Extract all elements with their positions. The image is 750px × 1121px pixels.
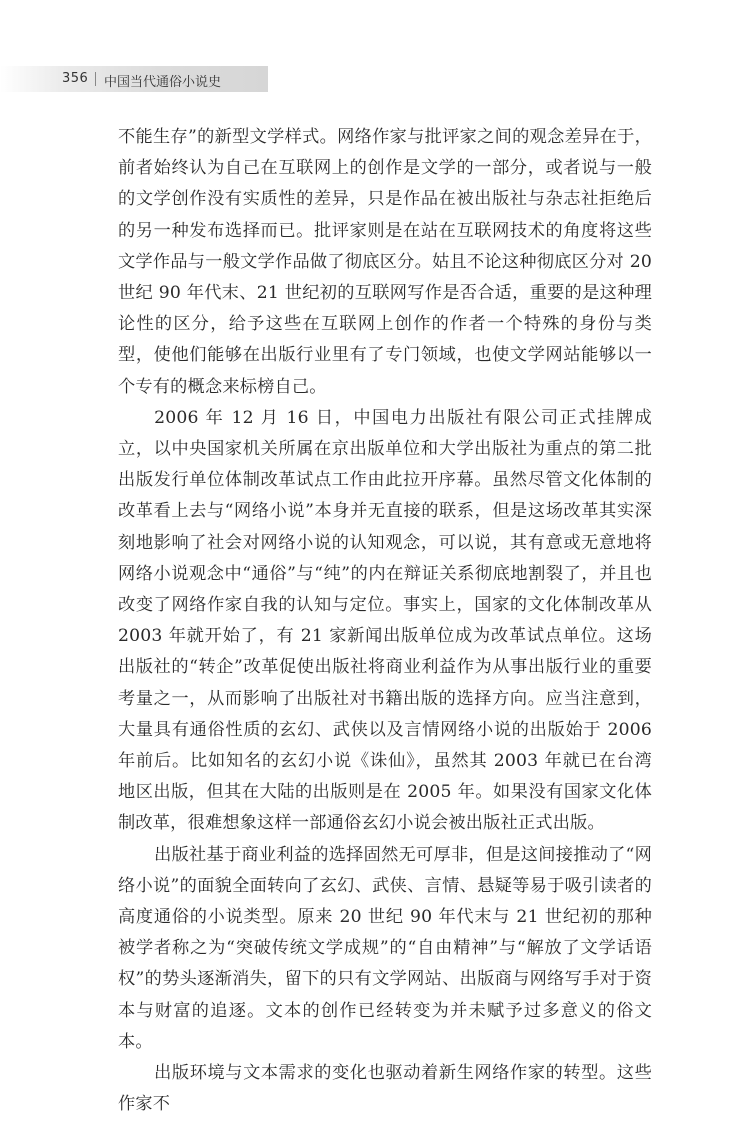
page-number: 356 — [62, 71, 89, 86]
paragraph-3: 出版社基于商业利益的选择固然无可厚非，但是这间接推动了“网络小说”的面貌全面转向了玄幻、武侠、言情、悬疑等易于吸引读者的高度通俗的小说类型。原来 20 世纪 90 年代末与 21 世纪初的那种被学者称之为“突破传统文学成规”的“自由精神”与“解放了文学话语权”的势头逐渐消失，留下的只有文学网站、出版商与网络写手对于资本与财富的追逐。文本的创作已经转变为并未赋予过多意义的俗文本。 — [118, 844, 652, 1052]
running-header-title: 中国当代通俗小说史 — [104, 75, 222, 90]
paragraph-1: 不能生存”的新型文学样式。网络作家与批评家之间的观念差异在于，前者始终认为自己在互联网上的创作是文学的一部分，或者说与一般的文学创作没有实质性的差异，只是作品在被出版社与杂志社拒绝后的另一种发布选择而已。批评家则是在站在互联网技术的角度将这些文学作品与一般文学作品做了彻底区分。姑且不论这种彻底区分对 20 世纪 90 年代末、21 世纪初的互联网写作是否合适，重要的是这种理论性的区分，给予这些在互联网上创作的作者一个特殊的身份与类型，使他们能够在出版行业里有了专门领域，也使文学网站能够以一个专有的概念来标榜自己。 — [118, 127, 652, 397]
paragraph-4: 出版环境与文本需求的变化也驱动着新生网络作家的转型。这些作家不 — [118, 1063, 652, 1115]
body-text — [118, 122, 652, 1121]
paragraph-2: 2006 年 12 月 16 日，中国电力出版社有限公司正式挂牌成立，以中央国家机关所属在京出版单位和大学出版社为重点的第二批出版发行单位体制改革试点工作由此拉开序幕。虽然尽管文化体制的改革看上去与“网络小说”本身并无直接的联系，但是这场改革其实深刻地影响了社会对网络小说的认知观念，可以说，其有意或无意地将网络小说观念中“通俗”与“纯”的内在辩证关系彻底地割裂了，并且也改变了网络作家自我的认知与定位。事实上，国家的文化体制改革从 2003 年就开始了，有 21 家新闻出版单位成为改革试点单位。这场出版社的“转企”改革促使出版社将商业利益作为从事出版行业的重要考量之一，从而影响了出版社对书籍出版的选择方向。应当注意到，大量具有通俗性质的玄幻、武侠以及言情网络小说的出版始于 2006 年前后。比如知名的玄幻小说《诛仙》，虽然其 2003 年就已在台湾地区出版，但其在大陆的出版则是在 2005 年。如果没有国家文化体制改革，很难想象这样一部通俗玄幻小说会被出版社正式出版。 — [118, 407, 652, 834]
header-divider — [95, 72, 96, 86]
